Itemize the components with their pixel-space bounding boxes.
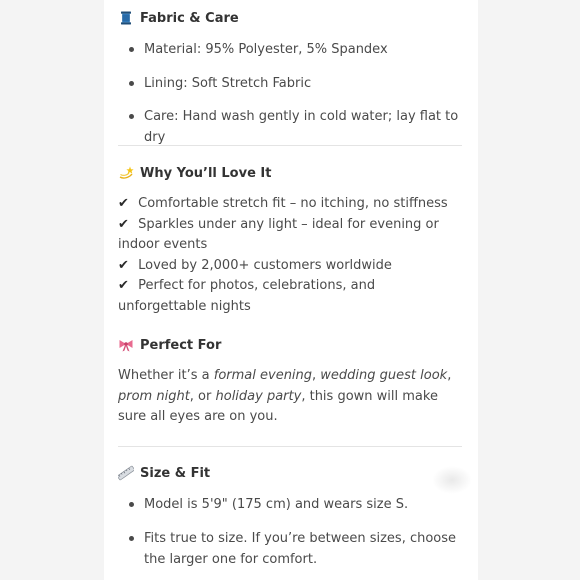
why-love-list: [118, 194, 462, 317]
fabric-care-title: Fabric & Care: [140, 10, 239, 26]
check-item-text: Loved by 2,000+ customers worldwide: [138, 257, 392, 273]
list-item: Care: Hand wash gently in cold water; lay flat to dry: [118, 106, 462, 148]
fabric-care-list: [118, 39, 462, 148]
check-item: [118, 194, 462, 215]
product-description-panel: [104, 0, 478, 580]
occasion-text: wedding guest look: [320, 368, 448, 383]
size-fit-heading: [118, 465, 210, 481]
paragraph-text: , or: [189, 388, 216, 404]
occasion-text: prom night: [118, 388, 190, 404]
thread-spool-icon: [118, 10, 134, 26]
check-item: [118, 256, 462, 277]
why-love-title: Why You’ll Love It: [140, 165, 272, 181]
checkmark-icon: ✔: [118, 278, 129, 293]
ribbon-bow-icon: [118, 337, 134, 353]
section-divider: [118, 446, 462, 447]
paragraph-text: Whether it’s a: [118, 368, 214, 383]
list-item: Lining: Soft Stretch Fabric: [118, 73, 462, 94]
blur-artifact: [432, 466, 472, 494]
checkmark-icon: ✔: [118, 257, 129, 273]
perfect-for-paragraph: [118, 366, 462, 428]
size-fit-title: Size & Fit: [140, 465, 211, 481]
paragraph-text: ,: [312, 368, 321, 383]
check-item-text: Comfortable stretch fit – no itching, no stiffness: [138, 196, 448, 211]
ruler-icon: [118, 465, 134, 481]
perfect-for-heading: [118, 337, 221, 353]
check-item-text: Perfect for photos, celebrations, and unforgettable nights: [118, 278, 376, 314]
fabric-care-heading: [118, 10, 239, 26]
paragraph-text: , this gown will make sure all eyes are on you.: [118, 388, 438, 424]
dizzy-star-icon: [118, 165, 134, 181]
check-item-text: Sparkles under any light – ideal for evening or indoor events: [118, 216, 439, 252]
section-divider: [118, 145, 462, 146]
size-fit-list: [118, 494, 462, 570]
list-item: Model is 5'9" (175 cm) and wears size S.: [118, 494, 462, 515]
checkmark-icon: ✔: [118, 216, 129, 232]
occasion-text: holiday party: [215, 388, 302, 404]
check-item: [118, 215, 462, 256]
occasion-text: formal evening: [213, 368, 313, 383]
paragraph-text: ,: [447, 368, 452, 383]
why-love-heading: [118, 165, 271, 181]
perfect-for-title: Perfect For: [140, 337, 222, 353]
check-item: [118, 276, 462, 317]
checkmark-icon: ✔: [118, 196, 129, 211]
list-item: Fits true to size. If you’re between sizes, choose the larger one for comfort.: [118, 528, 462, 570]
list-item: Material: 95% Polyester, 5% Spandex: [118, 39, 462, 60]
